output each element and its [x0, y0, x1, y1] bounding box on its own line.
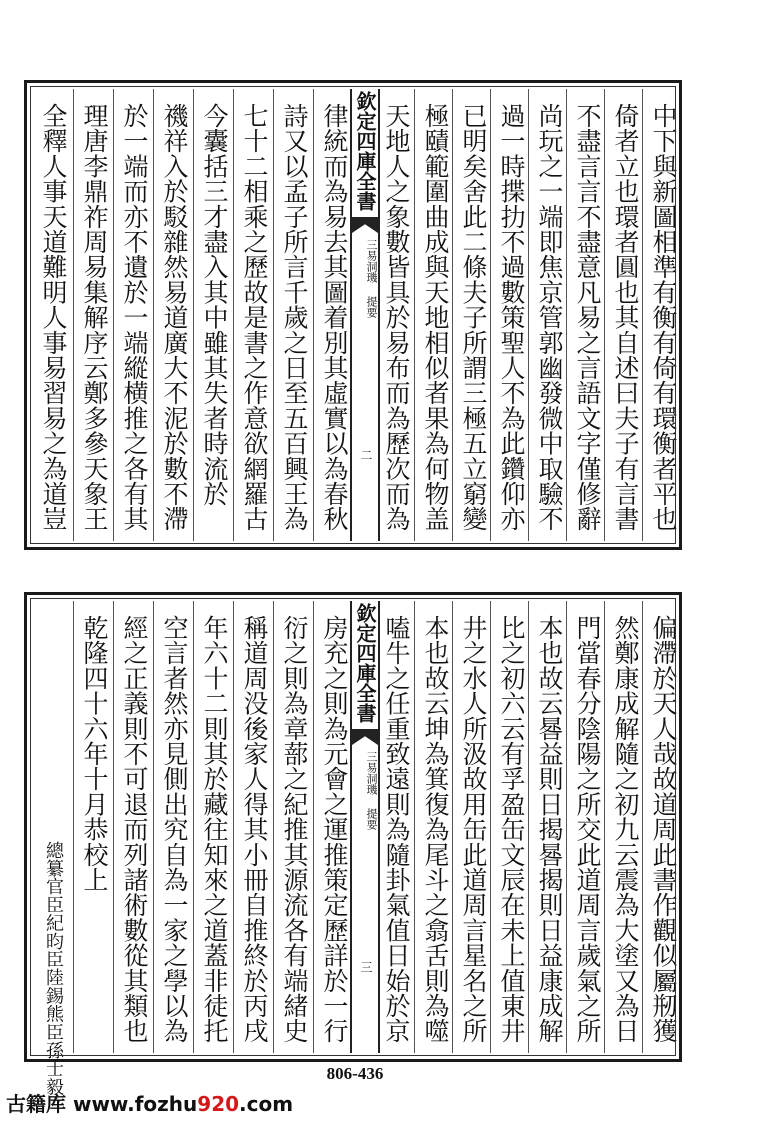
text-column [313, 601, 354, 1053]
column-text: 稱道周没後家人得其小冊自推終於丙戌 [240, 615, 269, 1044]
spine-subtitle: 三易洞璣 提要 [365, 239, 378, 318]
column-text: 過一時揲扐不過數策聖人不為此鑽仰亦 [497, 103, 526, 532]
text-column [642, 89, 683, 541]
text-column [452, 601, 493, 1053]
page-number: 806-436 [326, 1064, 384, 1083]
column-text: 今囊括三才盡入其中雖其失者時流於 [200, 103, 229, 507]
column-text: 然鄭康成解隨之初九云震為大塗又為日 [611, 615, 640, 1044]
column-text: 本也故云坤為箕復為尾斗之翕舌則為噬 [421, 615, 450, 1044]
watermark-highlight: 920 [197, 1092, 240, 1116]
column-text: 乾隆四十六年十月恭校上 [80, 615, 109, 893]
spine-title: 欽定四庫全書 [353, 91, 377, 211]
column-text: 比之初六云有孚盈缶文辰在未上值東井 [497, 615, 526, 1044]
column-text: 偏滯於天人哉故道周此書作觀似屬剏獲 [649, 615, 678, 1044]
text-column [153, 89, 194, 541]
text-column [113, 89, 154, 541]
column-text: 井之水人所汲故用缶此道周言星名之所 [459, 615, 488, 1044]
fishtail-mark-icon [352, 729, 378, 745]
text-column [490, 89, 531, 541]
column-text: 律統而為易去其圖着別其虛實以為春秋 [320, 103, 349, 532]
column-text: 不盡言言不盡意凡易之言語文字僅修辭 [573, 103, 602, 532]
top-left-half [33, 89, 352, 541]
text-column [528, 89, 569, 541]
folio-number: 三 [359, 961, 373, 973]
column-text: 倚者立也環者圓也其自述曰夫子有言書 [611, 103, 640, 532]
spine-subtitle: 三易洞璣 提要 [365, 751, 378, 830]
column-text: 全釋人事天道難明人事易習易之為道豈 [39, 103, 68, 532]
column-text: 天地人之象數皆具於易布而為歷次而為 [382, 103, 411, 532]
folio-number: 二 [359, 449, 373, 461]
text-column [566, 89, 607, 541]
spine-title: 欽定四庫全書 [353, 603, 377, 723]
column-text: 嗑牛之任重致遠則為隨卦氣值日始於京 [382, 615, 411, 1044]
text-column [642, 601, 683, 1053]
text-column [113, 601, 154, 1053]
text-column [376, 89, 416, 541]
text-column [233, 89, 274, 541]
text-column [73, 601, 114, 1053]
text-column [33, 89, 73, 541]
text-column [73, 89, 114, 541]
column-text: 於一端而亦不遺於一端縱横推之各有其 [120, 103, 149, 532]
column-text: 門當春分陰陽之所交此道周言歲氣之所 [573, 615, 602, 1044]
top-page-block [24, 80, 682, 550]
text-column [566, 601, 607, 1053]
column-text: 詩又以孟子所言千歲之日至五百興王為 [280, 103, 309, 532]
column-text: 已明矣舍此二條夫子所謂三極五立窮變 [459, 103, 488, 532]
bottom-left-half [33, 601, 352, 1096]
column-text: 經之正義則不可退而列諸術數從其類也 [120, 615, 149, 1044]
text-column [528, 601, 569, 1053]
text-column [313, 89, 354, 541]
text-column [153, 601, 194, 1053]
text-column [233, 601, 274, 1053]
bottom-right-half [376, 601, 678, 1053]
column-text: 本也故云晷益則日揭晷揭則日益康成解 [535, 615, 564, 1044]
watermark-prefix: 古籍库 www.fozhu [6, 1092, 198, 1116]
column-text: 禨祥入於駁雜然易道廣大不泥於數不滯 [160, 103, 189, 532]
site-watermark [6, 1088, 293, 1117]
text-column [414, 89, 455, 541]
column-text: 尚玩之一端即焦京管郭幽發微中取驗不 [535, 103, 564, 532]
column-text: 空言者然亦見側出究自為一家之學以為 [160, 615, 189, 1044]
fishtail-mark-icon [352, 217, 378, 233]
column-text: 極賾範圍曲成與天地相似者果為何物盖 [421, 103, 450, 532]
watermark-suffix: .com [239, 1092, 294, 1116]
column-text: 理唐李鼎祚周易集解序云鄭多參天象王 [80, 103, 109, 532]
text-column [414, 601, 455, 1053]
column-text: 房充之則為元會之運推策定歷詳於一行 [320, 615, 349, 1044]
text-column [193, 601, 234, 1053]
text-column [376, 601, 416, 1053]
text-column [193, 89, 234, 541]
top-right-half [376, 89, 678, 541]
column-text: 七十二相乘之歷故是書之作意欲網羅古 [240, 103, 269, 532]
text-column [604, 89, 645, 541]
text-column [273, 601, 314, 1053]
text-column [33, 601, 73, 1096]
column-text: 年六十二則其於藏往知來之道蓋非徒托 [200, 615, 229, 1044]
column-text: 衍之則為章蔀之紀推其源流各有端緒史 [280, 615, 309, 1044]
column-text: 總纂官臣紀昀臣陸錫熊臣孫士毅 [43, 841, 64, 1096]
column-text: 中下與新圖相準有衡有倚有環衡者平也 [649, 103, 678, 532]
text-column [604, 601, 645, 1053]
text-column [452, 89, 493, 541]
text-column [273, 89, 314, 541]
text-column [490, 601, 531, 1053]
